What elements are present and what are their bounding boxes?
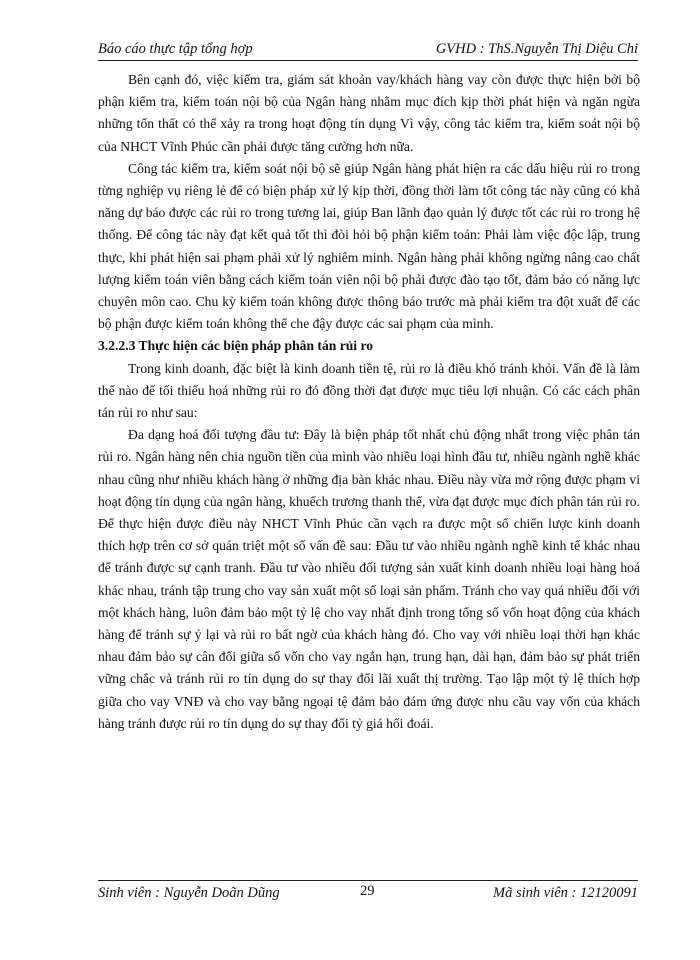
page-header xyxy=(98,30,638,61)
paragraph-2: Công tác kiểm tra, kiểm soát nội bộ sẽ giúp Ngân hàng phát hiện ra các dấu hiệu rủi ro trong từng nghiệp vụ riêng lẻ để có biện pháp xử lý kịp thời, đồng thời làm tốt công tác này cũng có khả năng dự báo được các rủi ro trong tương lai, giúp Ban lãnh đạo quản lý được tốt các rủi ro trong hệ thống. Để công tác này đạt kết quả tốt thì đòi hỏi bộ phận kiểm toán: Phải làm việc độc lập, trung thực, khi phát hiện sai phạm phải xử lý nghiêm minh. Ngân hàng phải không ngừng nâng cao chất lượng kiểm toán viên bằng cách kiểm toán viên nội bộ phải được đào tạo tốt, đảm bảo có năng lực chuyên môn cao. Chu kỳ kiểm toán không được thông báo trước mà phải kiểm tra đột xuất để các bộ phận được kiểm toán không thể che đậy được các sai phạm của mình. xyxy=(98,160,640,332)
page-footer xyxy=(98,880,638,909)
paragraph-4: Đa dạng hoá đối tượng đầu tư: Đây là biện pháp tốt nhất chủ động nhất trong việc phân tán rủi ro. Ngân hàng nên chia nguồn tiền của mình vào nhiều loại hình đầu tư, nhiều ngành nghề khác nhau cũng như nhiều khách hàng ở những địa bàn khác nhau. Điều này vừa mở rộng được phạm vi hoạt động tín dụng của ngân hàng, khuếch trương thanh thế, vừa đạt được mục đích phân tán rủi ro. Để thực hiện được điều này NHCT Vĩnh Phúc cần vạch ra được một số chiến lược kinh doanh thích hợp trên cơ sở quán triệt một số vấn đề sau: Đầu tư vào nhiều ngành nghề kinh tế khác nhau để tránh được sự cạnh tranh. Đầu tư vào nhiều đối tượng sản xuất kinh doanh nhiều loại hàng hoá khác nhau, tránh tập trung cho vay sản xuất một số loại sản phẩm. Tránh cho vay quá nhiều đối với một khách hàng, luôn đảm bảo một tỷ lệ cho vay nhất định trong tổng số vốn hoạt động của khách hàng để tránh sự ỷ lại và rủi ro bất ngờ của khách hàng đó. Cho vay với nhiều loại thời hạn khác nhau đảm bảo sự cân đối giữa số vốn cho vay ngắn hạn, trung hạn, dài hạn, đảm bảo sự phát triển vững chắc và tránh rủi ro tín dụng do sự thay đổi lãi xuất thị trường. Tạo lập một tỷ lệ thích hợp giữa cho vay VNĐ và cho vay bằng ngoại tệ đảm bảo đám ứng được nhu cầu vay vốn của khách hàng tránh được rủi ro tín dụng do sự thay đổi tỷ giá hối đoái. xyxy=(98,427,640,731)
header-supervisor: GVHD : ThS.Nguyễn Thị Diệu Chi xyxy=(435,41,638,57)
footer-student-id: Mã sinh viên : 12120091 xyxy=(493,885,638,901)
paragraph-3: Trong kinh doanh, đặc biệt là kinh doanh tiền tệ, rủi ro là điều khó tránh khỏi. Vấn đề là làm thế nào để tối thiểu hoá những rủi ro đó đồng thời đạt được mục tiêu lợi nhuận. Có các cách phân tán rủi ro như sau: xyxy=(98,360,640,421)
header-report-title: Báo cáo thực tập tổng hợp xyxy=(98,41,253,57)
section-heading: 3.2.2.3 Thực hiện các biện pháp phân tán rủi ro xyxy=(98,338,374,354)
footer-student-name: Sinh viên : Nguyễn Doãn Dũng xyxy=(98,885,280,901)
paragraph-1: Bên cạnh đó, việc kiểm tra, giám sát khoản vay/khách hàng vay còn được thực hiện bởi bộ phận kiểm tra, kiểm toán nội bộ của Ngân hàng nhằm mục đích kịp thời phát hiện và ngăn ngừa những tổn thất có thể xảy ra trong hoạt động tín dụng Vì vậy, công tác kiểm tra, kiểm soát nội bộ của NHCT Vĩnh Phúc cần phải được tăng cường hơn nữa. xyxy=(98,72,640,154)
page-number: 29 xyxy=(360,883,375,899)
document-body xyxy=(98,69,640,735)
